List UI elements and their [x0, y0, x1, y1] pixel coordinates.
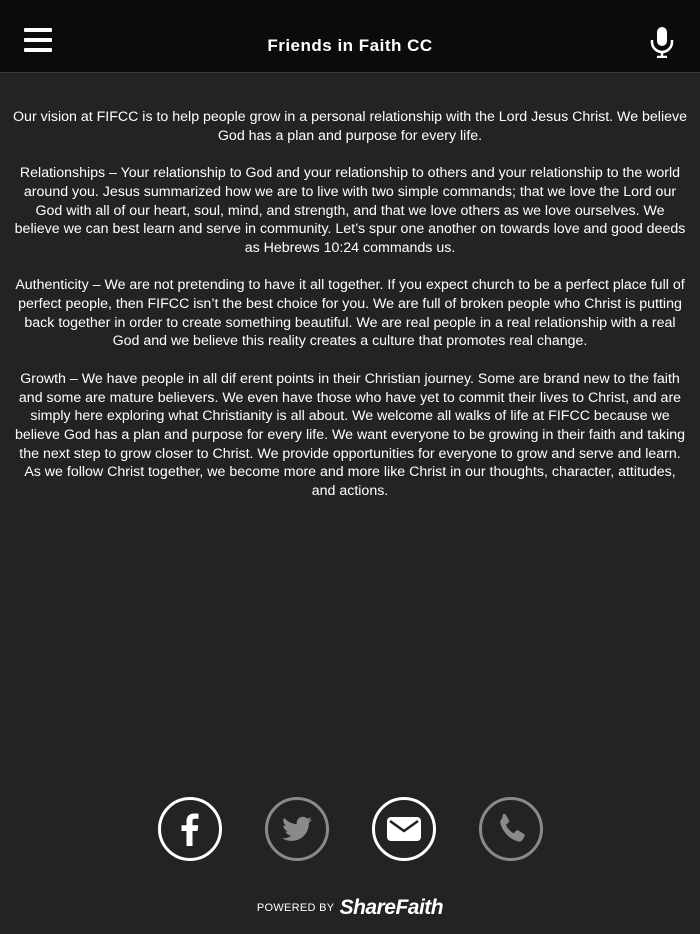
social-links — [0, 797, 700, 861]
phone-button[interactable] — [479, 797, 543, 861]
facebook-button[interactable] — [158, 797, 222, 861]
email-button[interactable] — [372, 797, 436, 861]
powered-by-footer — [0, 896, 700, 920]
email-icon — [375, 800, 433, 858]
sharefaith-logo[interactable]: ShareFaith — [339, 896, 444, 919]
relationships-paragraph: Relationships – Your relationship to God and your relationship to others and your relationship to the world around you. Jesus summarized how we are to live with two simple commands; that we love the Lord our God with all of our heart, soul, mind, and strength, and that we love others as we love ourselves. We believe we can best learn and serve in community. Let’s spur one another on towards love and good deeds as Hebrews 10:24 commands us. — [14, 165, 686, 256]
page-title: Friends in Faith CC — [267, 36, 433, 55]
authenticity-paragraph: Authenticity – We are not pretending to have it all together. If you expect church to be a perfect place full of perfect people, then FIFCC isn’t the best choice for you. We are full of broken people who Christ is putting back together in order to create something beautiful. We are real people in a real relationship with a real God and we believe this reality creates a culture that promotes real change. — [15, 277, 685, 350]
facebook-icon — [161, 800, 219, 858]
microphone-icon[interactable] — [646, 26, 678, 58]
growth-paragraph: Growth – We have people in all dif erent points in their Christian journey. Some are brand new to the faith and some are mature believers. We even have those who have yet to commit their lives to Christ, and are simply here exploring what Christianity is all about. We welcome all walks of life at FIFCC because we believe God has a plan and purpose for every life. We want everyone to be growing in their faith and taking the next step to grow closer to Christ. We provide opportunities for everyone to grow and serve and learn. As we follow Christ together, we become more and more like Christ in our thoughts, character, attitudes, and actions. — [14, 370, 686, 500]
powered-by-label: POWERED BY — [256, 902, 335, 914]
vision-paragraph: Our vision at FIFCC is to help people grow in a personal relationship with the Lord Jesus Christ. We believe God has a plan and purpose for every life. — [13, 109, 687, 144]
vision-content — [12, 108, 688, 519]
twitter-button[interactable] — [265, 797, 329, 861]
top-bar — [0, 0, 700, 73]
phone-icon — [482, 800, 540, 858]
hamburger-menu-icon[interactable] — [24, 28, 52, 54]
twitter-icon — [268, 800, 326, 858]
